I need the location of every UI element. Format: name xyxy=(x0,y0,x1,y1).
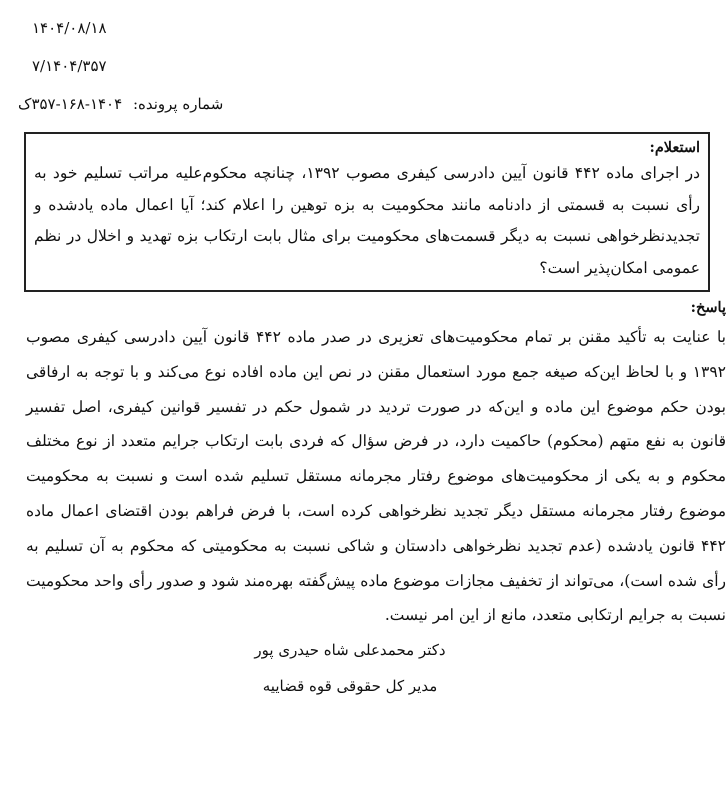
answer-text: با عنایت به تأکید مقنن بر تمام محکومیت‌های تعزیری در صدر ماده ۴۴۲ قانون آیین دادرسی کیفری مصوب ۱۳۹۲ و با لحاظ این‌که صیغه جمع مورد استعمال مقنن در نص این ماده افاده نوع می‌کند و با توجه به ارفاقی بودن حکم موضوع این ماده و این‌که در صورت تردید در شمول حکم در تفسیر قوانین کیفری، اصل تفسیر قانون به نفع متهم (محکوم) حاکمیت دارد، در فرض سؤال که فردی بابت ارتکاب جرایم متعدد از نوع مختلف محکوم و به یکی از محکومیت‌های موضوع رفتار مجرمانه مستقل تسلیم شده است و نسبت به محکومیت موضوع رفتار مجرمانه مستقل دیگر تجدید نظرخواهی کرده است، با فرض فراهم بودن اقتضای اعمال ماده ۴۴۲ قانون یادشده (عدم تجدید نظرخواهی دادستان و شاکی نسبت به محکومیتی که محکوم به آن تسلیم به رأی شده است)، می‌تواند از تخفیف مجازات موضوع ماده پیش‌گفته بهره‌مند شود و صدور رأی واحد محکومیت نسبت به جرایم ارتکابی متعدد، مانع از این امر نیست. xyxy=(26,328,726,625)
file-number-label: شماره پرونده: xyxy=(132,95,224,113)
letter-number: ۷/۱۴۰۴/۳۵۷ xyxy=(32,57,107,75)
file-number-line xyxy=(18,94,288,114)
signature-block xyxy=(18,639,712,697)
answer-section xyxy=(26,298,726,633)
inquiry-title: استعلام: xyxy=(649,139,700,156)
inquiry-text: در اجرای ماده ۴۴۲ قانون آیین دادرسی کیفری مصوب ۱۳۹۲، چنانچه محکوم‌علیه مراتب تسلیم خود به رأی نسبت به قسمتی از دادنامه مانند محکومیت به بزه توهین را اعلام کند؛ آیا اعمال ماده یادشده و تجدیدنظرخواهی نسبت به دیگر قسمت‌های محکومیت برای مثال بابت ارتکاب بزه تهدید و اخلال در نظم عمومی امکان‌پذیر است؟ xyxy=(34,164,700,277)
inquiry-box xyxy=(24,132,710,292)
signatory-position: مدیر کل حقوقی قوه قضاییه xyxy=(262,677,438,696)
file-number-value: ۱۴۰۴-۱۶۸-۳۵۷ک xyxy=(18,95,123,113)
answer-title: پاسخ: xyxy=(690,299,726,316)
signatory-name: دکتر محمدعلی شاه حیدری پور xyxy=(254,641,446,660)
letter-date: ۱۴۰۴/۰۸/۱۸ xyxy=(32,19,107,37)
